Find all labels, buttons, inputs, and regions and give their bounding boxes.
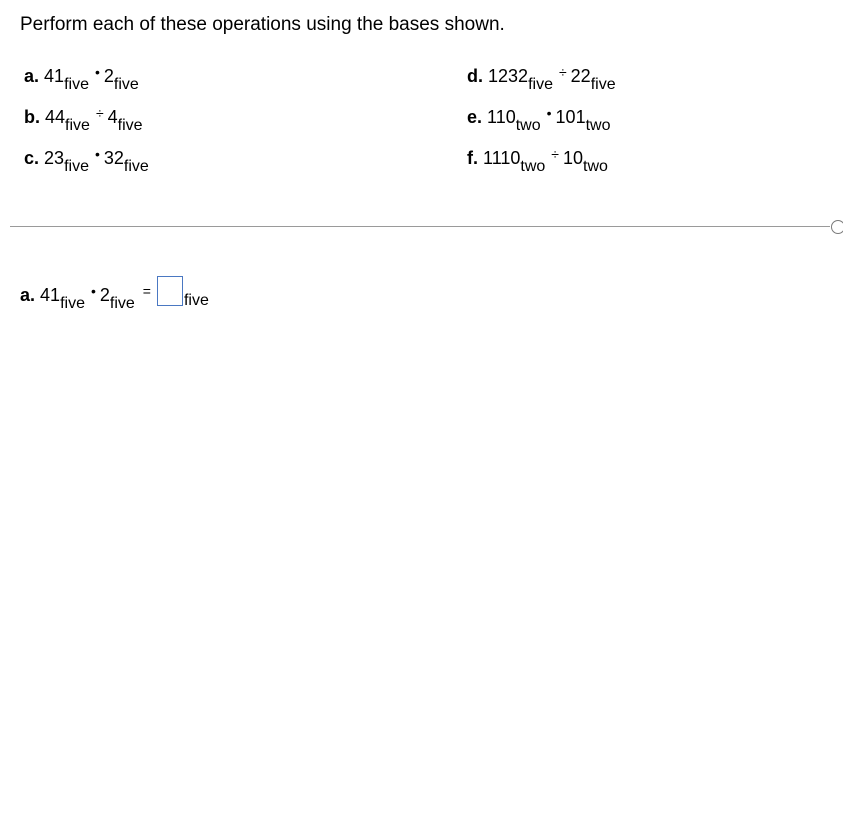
problem-f [467, 146, 608, 175]
answer-input[interactable] [157, 276, 183, 306]
operand-right: 32 [103, 148, 124, 168]
operator: ÷ [558, 64, 567, 80]
base-subscript: five [113, 76, 139, 93]
problem-label: e. [467, 107, 483, 127]
base-subscript: five [123, 158, 149, 175]
operand-right: 2 [103, 66, 114, 86]
base-subscript: five [64, 76, 89, 93]
operand-right: 101 [555, 107, 586, 127]
problem-label: a. [24, 66, 40, 86]
base-subscript: five [590, 76, 616, 93]
operand-left: 23 [44, 148, 65, 168]
answer-label: a. [20, 284, 36, 305]
problem-e [467, 105, 611, 134]
problem-label: b. [24, 107, 40, 127]
problem-label: f. [467, 148, 478, 168]
answer-row-a [20, 281, 209, 311]
operator: • [546, 105, 552, 121]
problem-d [467, 64, 616, 93]
base-subscript: two [585, 117, 611, 134]
operand-left: 1232 [488, 66, 529, 86]
base-subscript: five [60, 294, 85, 312]
operand-left: 41 [40, 284, 61, 305]
operand-left: 110 [487, 107, 516, 127]
problem-b [24, 105, 143, 134]
operand-left: 44 [45, 107, 66, 127]
base-subscript: five [65, 117, 90, 134]
operator: • [94, 146, 100, 162]
base-subscript: five [528, 76, 553, 93]
base-subscript: two [520, 158, 546, 175]
operator: ÷ [551, 146, 559, 162]
operand-right: 10 [562, 148, 584, 168]
section-divider [10, 226, 830, 227]
operator: ÷ [95, 105, 104, 121]
instructions-text: Perform each of these operations using the bases shown. [20, 14, 505, 35]
problem-a [24, 64, 139, 93]
operator: • [90, 282, 96, 299]
problem-label: d. [467, 66, 483, 86]
base-subscript: two [583, 158, 608, 175]
operand-right: 22 [570, 66, 591, 86]
base-subscript: five [109, 294, 135, 312]
base-subscript: five [117, 117, 143, 134]
base-subscript: two [515, 117, 541, 134]
answer-unit-label: five [183, 291, 209, 309]
operand-left: 41 [44, 66, 65, 86]
equals-sign: = [142, 282, 151, 299]
collapse-handle-icon[interactable] [831, 220, 843, 234]
operand-left: 1110 [483, 148, 521, 168]
operand-right: 4 [107, 107, 118, 127]
operator: • [94, 64, 100, 80]
problem-c [24, 146, 149, 175]
problem-label: c. [24, 148, 40, 168]
base-subscript: five [64, 158, 89, 175]
operand-right: 2 [99, 284, 110, 305]
